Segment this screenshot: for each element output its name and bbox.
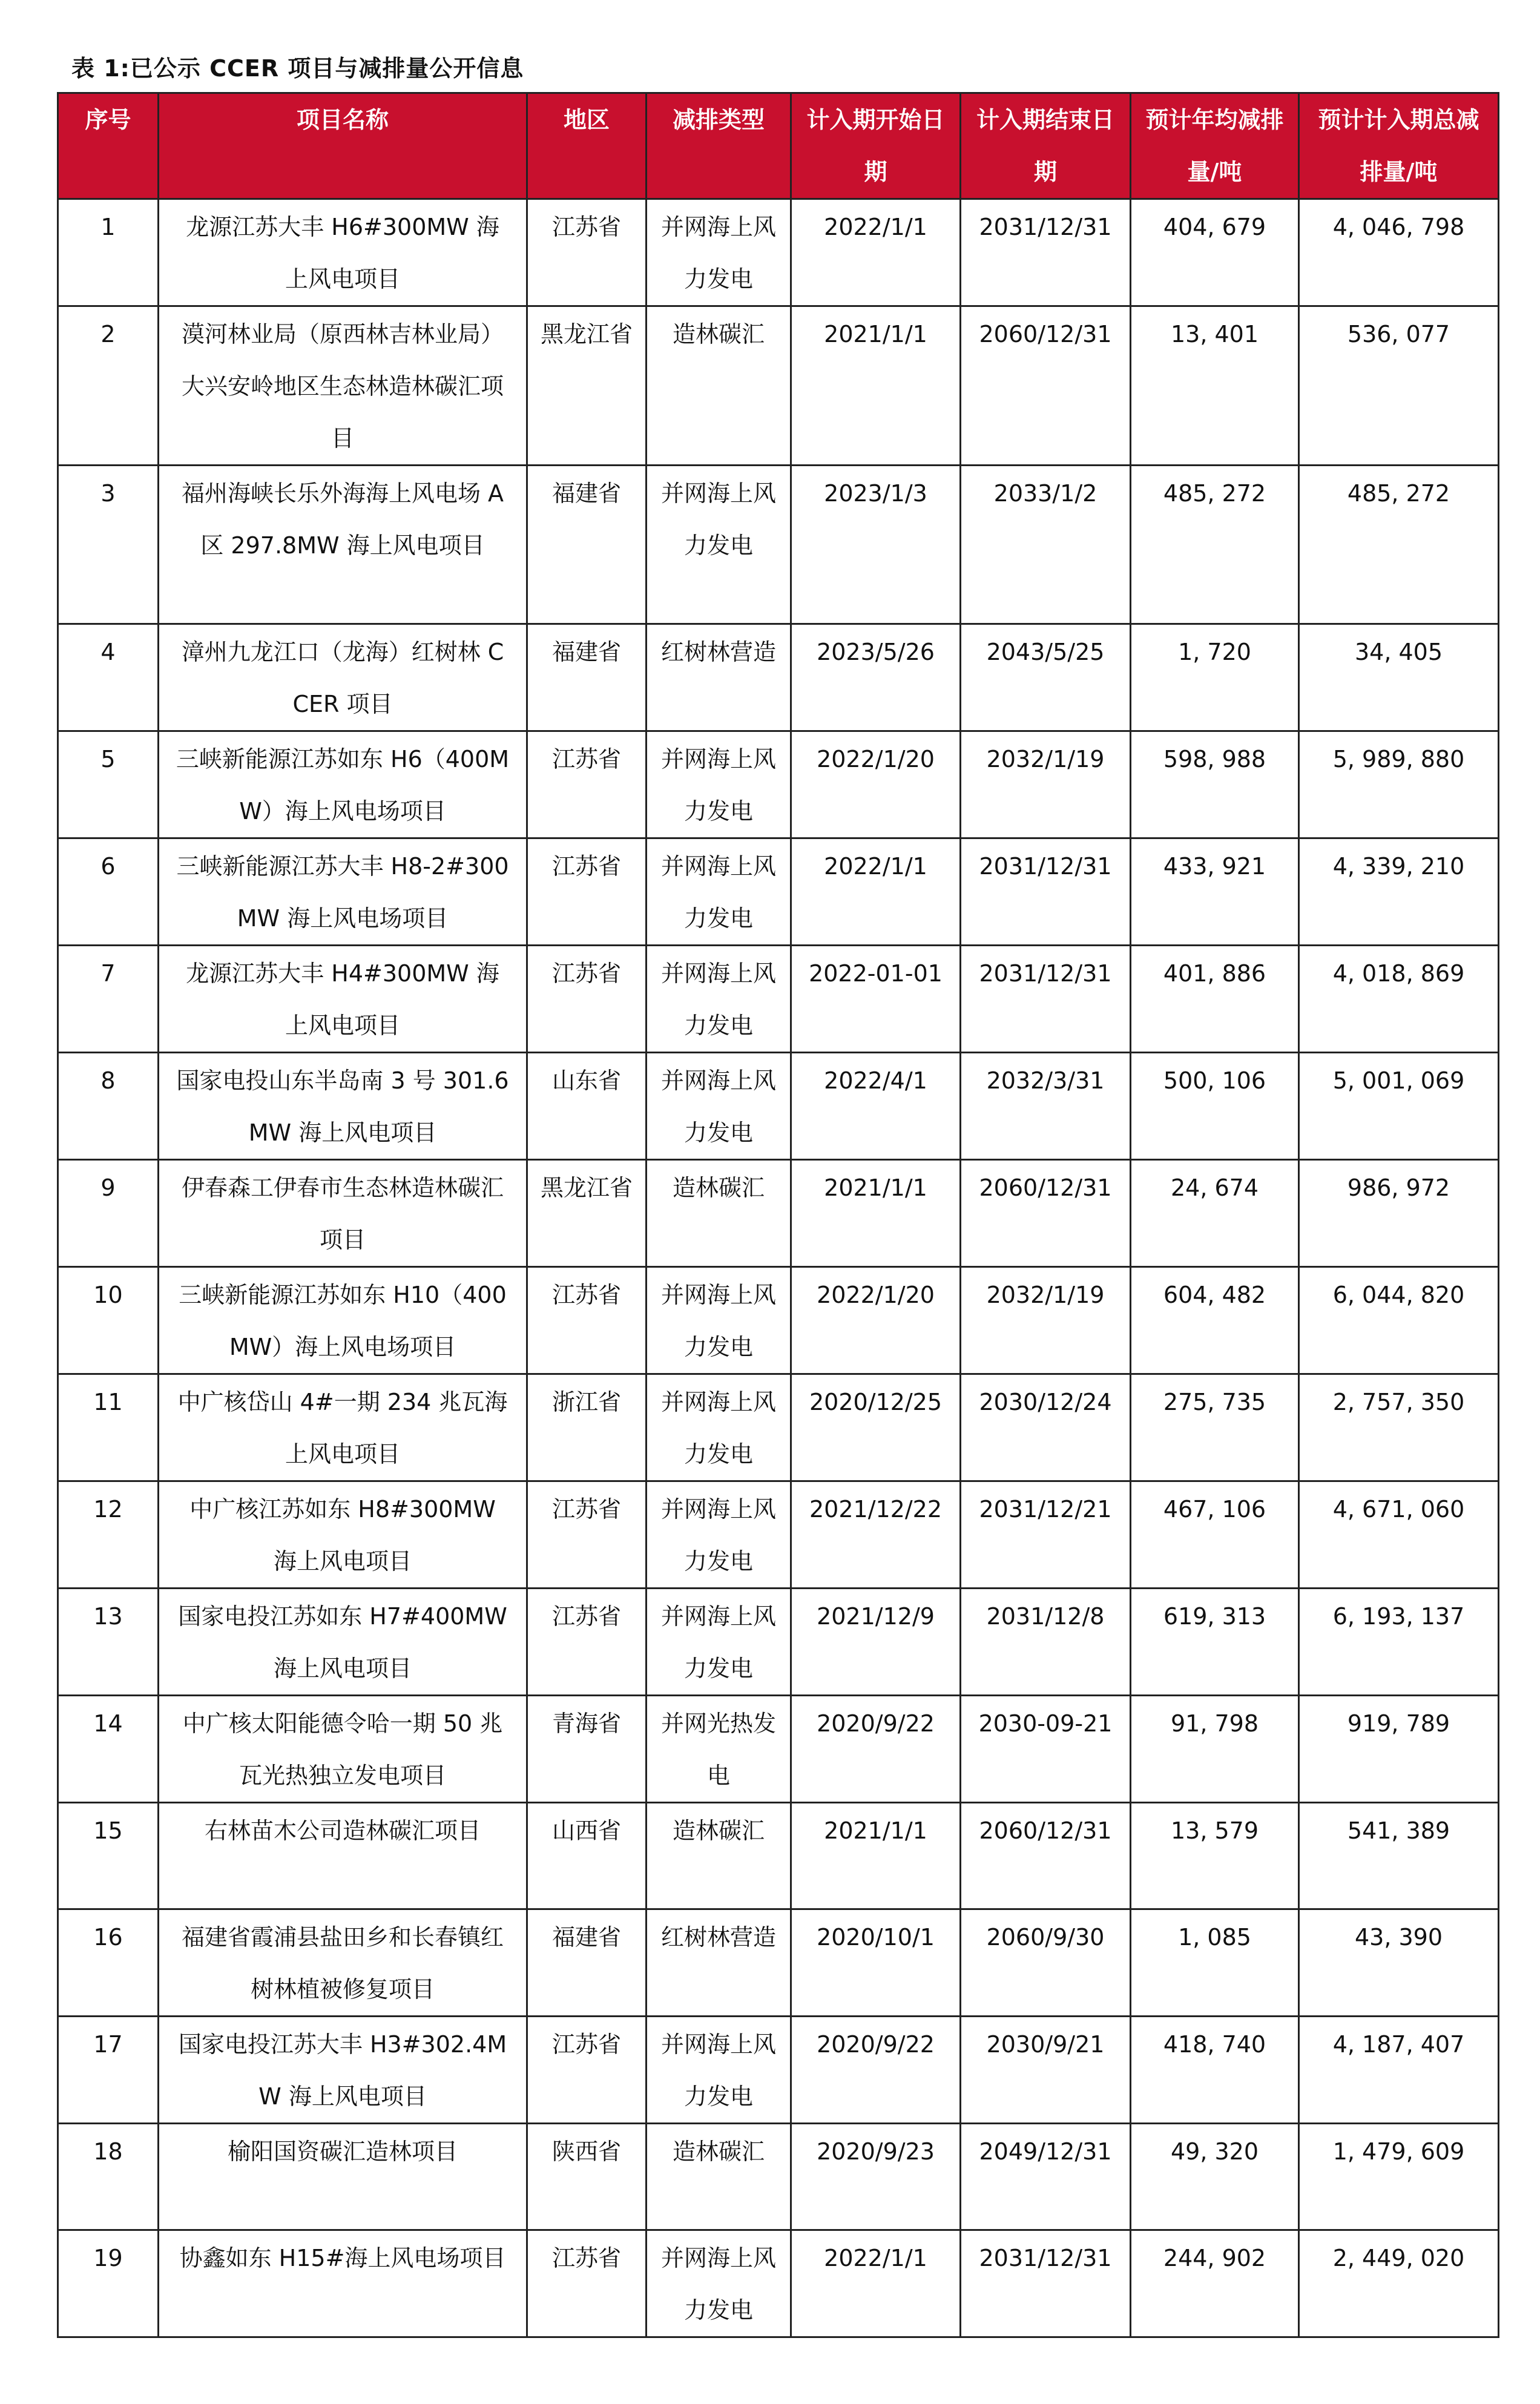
- cell-type: 红树林营造: [647, 1909, 791, 2017]
- cell-type: 并网海上风力发电: [647, 1481, 791, 1589]
- cell-total-reduction: 4, 046, 798: [1299, 199, 1499, 306]
- cell-end-date: 2043/5/25: [961, 624, 1131, 731]
- cell-region: 江苏省: [527, 199, 647, 306]
- cell-type: 并网海上风力发电: [647, 731, 791, 838]
- cell-end-date: 2030/9/21: [961, 2017, 1131, 2124]
- cell-project-name: 漠河林业局（原西林吉林业局）大兴安岭地区生态林造林碳汇项目: [159, 306, 527, 466]
- cell-project-name: 三峡新能源江苏如东 H10（400MW）海上风电场项目: [159, 1267, 527, 1374]
- table-row: [58, 731, 1499, 838]
- cell-region: 福建省: [527, 466, 647, 624]
- cell-start-date: 2022/1/20: [791, 731, 961, 838]
- cell-annual-reduction: 275, 735: [1131, 1374, 1299, 1481]
- cell-type: 并网海上风力发电: [647, 1589, 791, 1696]
- cell-end-date: 2032/1/19: [961, 731, 1131, 838]
- cell-annual-reduction: 598, 988: [1131, 731, 1299, 838]
- cell-annual-reduction: 418, 740: [1131, 2017, 1299, 2124]
- cell-total-reduction: 536, 077: [1299, 306, 1499, 466]
- header-total: 预计计入期总减排量/吨: [1299, 93, 1499, 199]
- cell-project-name: 福建省霞浦县盐田乡和长春镇红树林植被修复项目: [159, 1909, 527, 2017]
- cell-seq: 9: [58, 1160, 159, 1267]
- cell-end-date: 2031/12/8: [961, 1589, 1131, 1696]
- cell-seq: 17: [58, 2017, 159, 2124]
- cell-total-reduction: 5, 001, 069: [1299, 1053, 1499, 1160]
- cell-end-date: 2060/12/31: [961, 306, 1131, 466]
- cell-type: 并网海上风力发电: [647, 2017, 791, 2124]
- table-row: [58, 1589, 1499, 1696]
- cell-type: 并网海上风力发电: [647, 2230, 791, 2337]
- cell-type: 并网海上风力发电: [647, 946, 791, 1053]
- cell-annual-reduction: 404, 679: [1131, 199, 1299, 306]
- cell-type: 红树林营造: [647, 624, 791, 731]
- cell-total-reduction: 4, 339, 210: [1299, 838, 1499, 946]
- cell-project-name: 三峡新能源江苏如东 H6（400MW）海上风电场项目: [159, 731, 527, 838]
- cell-total-reduction: 541, 389: [1299, 1803, 1499, 1909]
- table-row: [58, 466, 1499, 624]
- cell-seq: 12: [58, 1481, 159, 1589]
- cell-seq: 4: [58, 624, 159, 731]
- cell-total-reduction: 919, 789: [1299, 1696, 1499, 1803]
- cell-region: 黑龙江省: [527, 306, 647, 466]
- cell-seq: 10: [58, 1267, 159, 1374]
- cell-seq: 13: [58, 1589, 159, 1696]
- cell-annual-reduction: 1, 720: [1131, 624, 1299, 731]
- cell-type: 造林碳汇: [647, 2124, 791, 2230]
- cell-annual-reduction: 24, 674: [1131, 1160, 1299, 1267]
- cell-region: 黑龙江省: [527, 1160, 647, 1267]
- cell-end-date: 2049/12/31: [961, 2124, 1131, 2230]
- cell-region: 江苏省: [527, 1267, 647, 1374]
- table-row: [58, 838, 1499, 946]
- cell-end-date: 2030-09-21: [961, 1696, 1131, 1803]
- cell-seq: 6: [58, 838, 159, 946]
- table-row: [58, 1267, 1499, 1374]
- cell-annual-reduction: 500, 106: [1131, 1053, 1299, 1160]
- header-region: 地区: [527, 93, 647, 199]
- cell-annual-reduction: 619, 313: [1131, 1589, 1299, 1696]
- cell-annual-reduction: 467, 106: [1131, 1481, 1299, 1589]
- cell-project-name: 国家电投江苏大丰 H3#302.4MW 海上风电项目: [159, 2017, 527, 2124]
- cell-total-reduction: 4, 671, 060: [1299, 1481, 1499, 1589]
- table-caption: 表 1:已公示 CCER 项目与减排量公开信息: [71, 55, 524, 82]
- cell-region: 山西省: [527, 1803, 647, 1909]
- cell-project-name: 福州海峡长乐外海海上风电场 A 区 297.8MW 海上风电项目: [159, 466, 527, 624]
- table-row: [58, 1803, 1499, 1909]
- cell-type: 造林碳汇: [647, 1160, 791, 1267]
- cell-start-date: 2022/1/1: [791, 2230, 961, 2337]
- cell-total-reduction: 2, 757, 350: [1299, 1374, 1499, 1481]
- cell-total-reduction: 4, 187, 407: [1299, 2017, 1499, 2124]
- table-body: [58, 199, 1499, 2337]
- cell-annual-reduction: 49, 320: [1131, 2124, 1299, 2230]
- cell-total-reduction: 485, 272: [1299, 466, 1499, 624]
- cell-seq: 14: [58, 1696, 159, 1803]
- cell-project-name: 国家电投山东半岛南 3 号 301.6MW 海上风电项目: [159, 1053, 527, 1160]
- cell-end-date: 2031/12/31: [961, 199, 1131, 306]
- cell-type: 并网光热发电: [647, 1696, 791, 1803]
- table-row: [58, 199, 1499, 306]
- table-row: [58, 1696, 1499, 1803]
- cell-end-date: 2033/1/2: [961, 466, 1131, 624]
- cell-seq: 1: [58, 199, 159, 306]
- cell-start-date: 2021/12/9: [791, 1589, 961, 1696]
- cell-end-date: 2031/12/21: [961, 1481, 1131, 1589]
- header-seq: 序号: [58, 93, 159, 199]
- cell-total-reduction: 6, 193, 137: [1299, 1589, 1499, 1696]
- table-row: [58, 1374, 1499, 1481]
- cell-end-date: 2060/12/31: [961, 1160, 1131, 1267]
- cell-start-date: 2020/9/22: [791, 1696, 961, 1803]
- cell-start-date: 2020/12/25: [791, 1374, 961, 1481]
- ccer-projects-table: [57, 92, 1499, 2338]
- cell-seq: 16: [58, 1909, 159, 2017]
- cell-seq: 5: [58, 731, 159, 838]
- header-end: 计入期结束日期: [961, 93, 1131, 199]
- cell-project-name: 龙源江苏大丰 H6#300MW 海上风电项目: [159, 199, 527, 306]
- cell-seq: 11: [58, 1374, 159, 1481]
- cell-end-date: 2031/12/31: [961, 838, 1131, 946]
- cell-project-name: 伊春森工伊春市生态林造林碳汇项目: [159, 1160, 527, 1267]
- cell-project-name: 龙源江苏大丰 H4#300MW 海上风电项目: [159, 946, 527, 1053]
- cell-type: 并网海上风力发电: [647, 838, 791, 946]
- cell-region: 青海省: [527, 1696, 647, 1803]
- table-row: [58, 624, 1499, 731]
- table-row: [58, 1909, 1499, 2017]
- cell-project-name: 中广核岱山 4#一期 234 兆瓦海上风电项目: [159, 1374, 527, 1481]
- table-row: [58, 1053, 1499, 1160]
- cell-start-date: 2021/1/1: [791, 306, 961, 466]
- cell-project-name: 榆阳国资碳汇造林项目: [159, 2124, 527, 2230]
- cell-total-reduction: 43, 390: [1299, 1909, 1499, 2017]
- cell-region: 江苏省: [527, 838, 647, 946]
- cell-start-date: 2023/1/3: [791, 466, 961, 624]
- cell-project-name: 协鑫如东 H15#海上风电场项目: [159, 2230, 527, 2337]
- cell-type: 造林碳汇: [647, 306, 791, 466]
- cell-region: 山东省: [527, 1053, 647, 1160]
- cell-region: 福建省: [527, 1909, 647, 2017]
- cell-end-date: 2031/12/31: [961, 946, 1131, 1053]
- header-name: 项目名称: [159, 93, 527, 199]
- cell-start-date: 2022-01-01: [791, 946, 961, 1053]
- cell-region: 江苏省: [527, 946, 647, 1053]
- cell-total-reduction: 5, 989, 880: [1299, 731, 1499, 838]
- cell-region: 浙江省: [527, 1374, 647, 1481]
- table-row: [58, 946, 1499, 1053]
- header-start: 计入期开始日期: [791, 93, 961, 199]
- cell-annual-reduction: 604, 482: [1131, 1267, 1299, 1374]
- table-row: [58, 306, 1499, 466]
- cell-region: 江苏省: [527, 1481, 647, 1589]
- cell-start-date: 2020/9/22: [791, 2017, 961, 2124]
- cell-end-date: 2031/12/31: [961, 2230, 1131, 2337]
- cell-total-reduction: 34, 405: [1299, 624, 1499, 731]
- header-type: 减排类型: [647, 93, 791, 199]
- cell-annual-reduction: 1, 085: [1131, 1909, 1299, 2017]
- cell-start-date: 2022/4/1: [791, 1053, 961, 1160]
- cell-annual-reduction: 13, 579: [1131, 1803, 1299, 1909]
- table-row: [58, 1481, 1499, 1589]
- cell-total-reduction: 2, 449, 020: [1299, 2230, 1499, 2337]
- cell-region: 江苏省: [527, 1589, 647, 1696]
- cell-project-name: 三峡新能源江苏大丰 H8-2#300MW 海上风电场项目: [159, 838, 527, 946]
- cell-annual-reduction: 433, 921: [1131, 838, 1299, 946]
- cell-end-date: 2032/3/31: [961, 1053, 1131, 1160]
- table-header-row: [58, 93, 1499, 199]
- cell-annual-reduction: 244, 902: [1131, 2230, 1299, 2337]
- cell-start-date: 2022/1/20: [791, 1267, 961, 1374]
- cell-end-date: 2030/12/24: [961, 1374, 1131, 1481]
- table-row: [58, 2124, 1499, 2230]
- cell-start-date: 2023/5/26: [791, 624, 961, 731]
- cell-end-date: 2060/9/30: [961, 1909, 1131, 2017]
- cell-start-date: 2020/10/1: [791, 1909, 961, 2017]
- table-row: [58, 2017, 1499, 2124]
- cell-annual-reduction: 485, 272: [1131, 466, 1299, 624]
- cell-annual-reduction: 13, 401: [1131, 306, 1299, 466]
- cell-seq: 15: [58, 1803, 159, 1909]
- table-row: [58, 1160, 1499, 1267]
- cell-region: 陕西省: [527, 2124, 647, 2230]
- cell-type: 并网海上风力发电: [647, 199, 791, 306]
- cell-annual-reduction: 401, 886: [1131, 946, 1299, 1053]
- cell-type: 并网海上风力发电: [647, 1374, 791, 1481]
- cell-project-name: 漳州九龙江口（龙海）红树林 CCER 项目: [159, 624, 527, 731]
- cell-start-date: 2021/1/1: [791, 1803, 961, 1909]
- cell-type: 并网海上风力发电: [647, 1053, 791, 1160]
- cell-project-name: 国家电投江苏如东 H7#400MW 海上风电项目: [159, 1589, 527, 1696]
- cell-start-date: 2022/1/1: [791, 838, 961, 946]
- cell-region: 江苏省: [527, 2230, 647, 2337]
- cell-total-reduction: 1, 479, 609: [1299, 2124, 1499, 2230]
- cell-total-reduction: 4, 018, 869: [1299, 946, 1499, 1053]
- cell-project-name: 中广核江苏如东 H8#300MW 海上风电项目: [159, 1481, 527, 1589]
- cell-seq: 3: [58, 466, 159, 624]
- cell-total-reduction: 6, 044, 820: [1299, 1267, 1499, 1374]
- cell-end-date: 2060/12/31: [961, 1803, 1131, 1909]
- cell-seq: 7: [58, 946, 159, 1053]
- cell-start-date: 2021/1/1: [791, 1160, 961, 1267]
- cell-end-date: 2032/1/19: [961, 1267, 1131, 1374]
- cell-annual-reduction: 91, 798: [1131, 1696, 1299, 1803]
- cell-start-date: 2022/1/1: [791, 199, 961, 306]
- cell-start-date: 2021/12/22: [791, 1481, 961, 1589]
- table-row: [58, 2230, 1499, 2337]
- cell-seq: 8: [58, 1053, 159, 1160]
- cell-total-reduction: 986, 972: [1299, 1160, 1499, 1267]
- cell-type: 并网海上风力发电: [647, 1267, 791, 1374]
- cell-type: 并网海上风力发电: [647, 466, 791, 624]
- cell-seq: 19: [58, 2230, 159, 2337]
- cell-project-name: 右林苗木公司造林碳汇项目: [159, 1803, 527, 1909]
- cell-seq: 18: [58, 2124, 159, 2230]
- cell-region: 江苏省: [527, 2017, 647, 2124]
- header-annual: 预计年均减排量/吨: [1131, 93, 1299, 199]
- cell-seq: 2: [58, 306, 159, 466]
- cell-project-name: 中广核太阳能德令哈一期 50 兆瓦光热独立发电项目: [159, 1696, 527, 1803]
- cell-region: 福建省: [527, 624, 647, 731]
- cell-region: 江苏省: [527, 731, 647, 838]
- cell-start-date: 2020/9/23: [791, 2124, 961, 2230]
- cell-type: 造林碳汇: [647, 1803, 791, 1909]
